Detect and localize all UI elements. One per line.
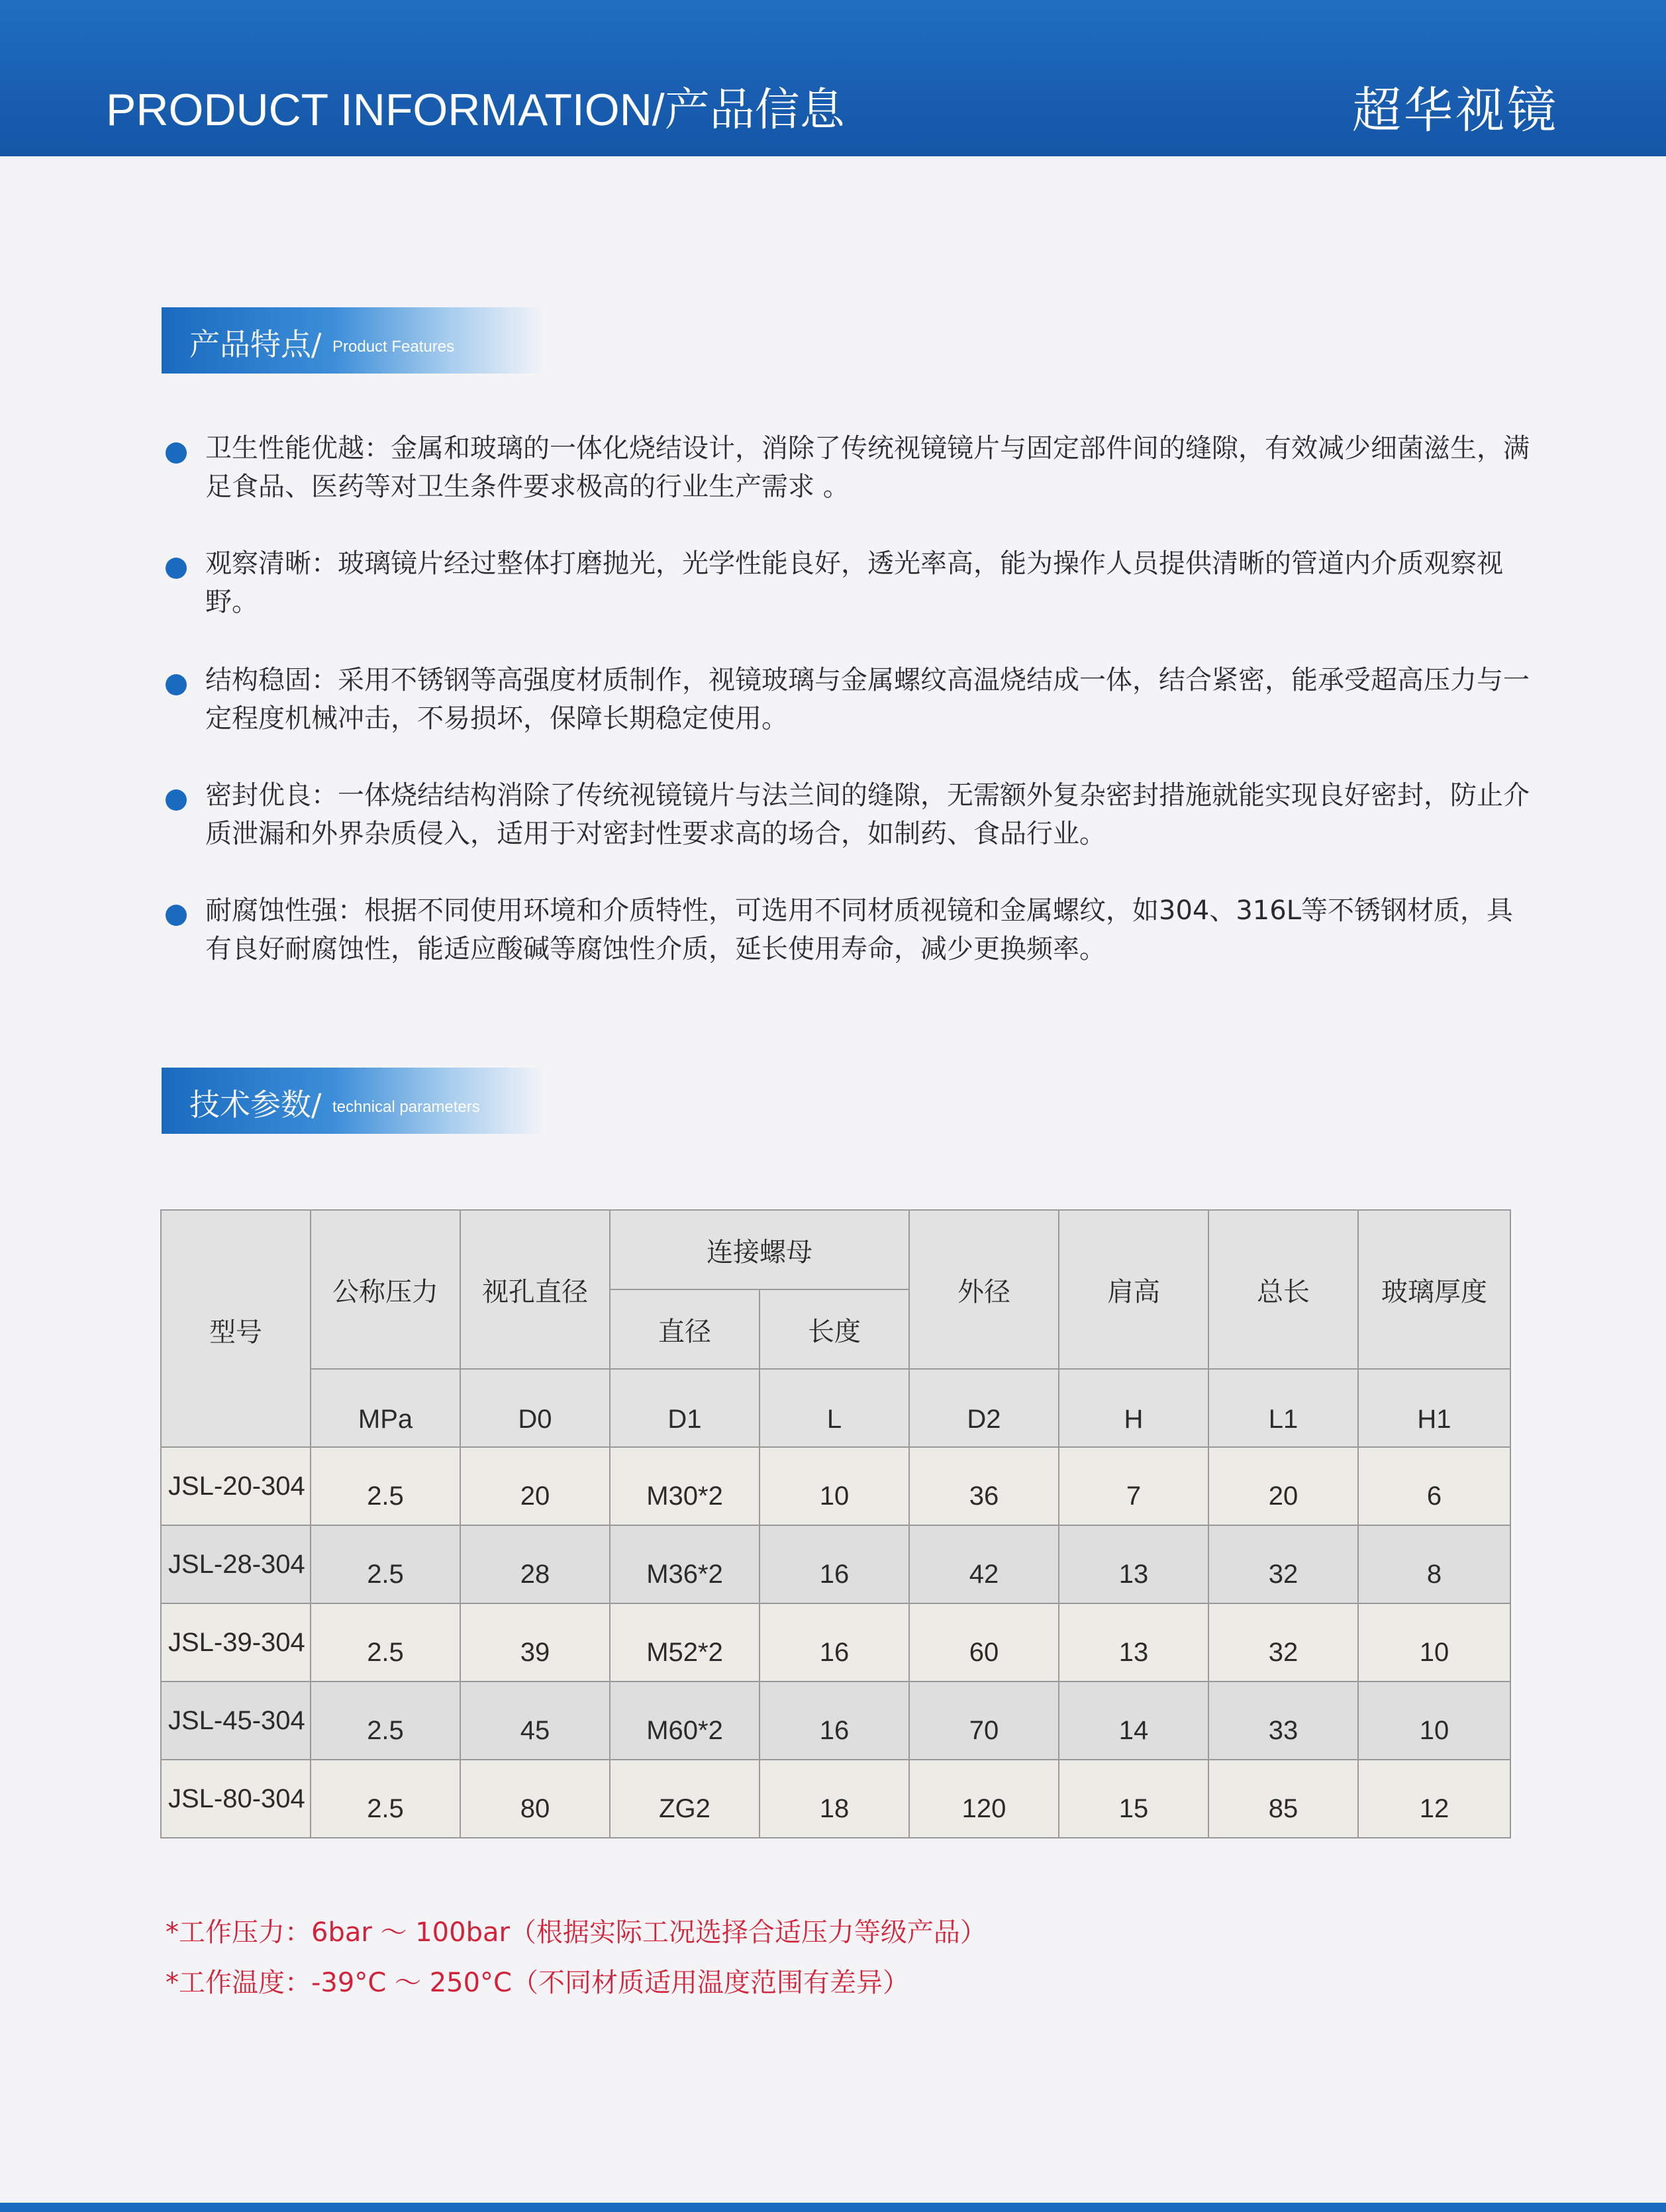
model-cell: JSL-45-304 [161, 1682, 311, 1760]
col-header-nut: 连接螺母 [610, 1210, 909, 1289]
col-header-nut-length: 长度 [760, 1289, 909, 1369]
feature-text: 耐腐蚀性强：根据不同使用环境和介质特性，可选用不同材质视镜和金属螺纹，如304、316L等不锈钢材质，具有良好耐腐蚀性，能适应酸碱等腐蚀性介质，延长使用寿命，减少更换频率。 [205, 895, 1513, 964]
table-row [161, 1447, 1510, 1525]
table-cell: 15 [1059, 1760, 1208, 1838]
unit-cell: D2 [909, 1369, 1059, 1447]
table-cell: 7 [1059, 1447, 1208, 1525]
table-cell: 8 [1358, 1525, 1510, 1603]
table-cell: 2.5 [311, 1682, 460, 1760]
unit-cell: D0 [460, 1369, 610, 1447]
table-cell: 70 [909, 1682, 1059, 1760]
feature-text: 结构稳固：采用不锈钢等高强度材质制作，视镜玻璃与金属螺纹高温烧结成一体，结合紧密，能承受超高压力与一定程度机械冲击，不易损坏，保障长期稳定使用。 [205, 665, 1530, 734]
table-cell: 33 [1208, 1682, 1358, 1760]
model-cell: JSL-80-304 [161, 1760, 311, 1838]
table-cell: 2.5 [311, 1603, 460, 1682]
table-cell: M36*2 [610, 1525, 760, 1603]
feature-text: 卫生性能优越：金属和玻璃的一体化烧结设计，消除了传统视镜镜片与固定部件间的缝隙，有效减少细菌滋生，满足食品、医药等对卫生条件要求极高的行业生产需求 。 [205, 433, 1530, 502]
model-cell: JSL-20-304 [161, 1447, 311, 1525]
table-cell: 60 [909, 1603, 1059, 1682]
params-title-zh: 技术参数/ [189, 1087, 322, 1123]
note-pressure: *工作压力：6bar ～ 100bar（根据实际工况选择合适压力等级产品） [166, 1917, 987, 1948]
unit-cell: D1 [610, 1369, 760, 1447]
features-title-en: Product Features [332, 338, 455, 356]
table-cell: 2.5 [311, 1525, 460, 1603]
bullet-icon [166, 674, 187, 695]
table-cell: 120 [909, 1760, 1059, 1838]
table-cell: ZG2 [610, 1760, 760, 1838]
model-cell: JSL-39-304 [161, 1603, 311, 1682]
col-header-glass-thickness: 玻璃厚度 [1358, 1210, 1510, 1369]
bullet-icon [166, 442, 187, 464]
unit-cell: L1 [1208, 1369, 1358, 1447]
footer-bar [0, 2203, 1666, 2212]
bullet-icon [166, 905, 187, 926]
table-cell: M30*2 [610, 1447, 760, 1525]
table-cell: 32 [1208, 1525, 1358, 1603]
table-cell: 20 [1208, 1447, 1358, 1525]
col-header-shoulder-height: 肩高 [1059, 1210, 1208, 1369]
table-cell: 80 [460, 1760, 610, 1838]
table-cell: 39 [460, 1603, 610, 1682]
table-cell: 28 [460, 1525, 610, 1603]
page-header [0, 0, 1666, 156]
header-title: PRODUCT INFORMATION/产品信息 [106, 85, 845, 135]
col-header-outer-diameter: 外径 [909, 1210, 1059, 1369]
notes [166, 1907, 987, 2008]
unit-cell: MPa [311, 1369, 460, 1447]
table-cell: M52*2 [610, 1603, 760, 1682]
col-header-total-length: 总长 [1208, 1210, 1358, 1369]
feature-text: 观察清晰：玻璃镜片经过整体打磨抛光，光学性能良好，透光率高，能为操作人员提供清晰的管道内介质观察视野。 [205, 548, 1503, 617]
table-cell: 36 [909, 1447, 1059, 1525]
unit-cell: L [760, 1369, 909, 1447]
table-cell: 16 [760, 1525, 909, 1603]
table-row [161, 1525, 1510, 1603]
table-cell: 18 [760, 1760, 909, 1838]
parameters-table [160, 1209, 1511, 1838]
table-row [161, 1682, 1510, 1760]
note-temperature: *工作温度：-39°C ～ 250°C（不同材质适用温度范围有差异） [166, 1968, 909, 1998]
params-section-title [162, 1068, 546, 1134]
feature-text: 密封优良：一体烧结结构消除了传统视镜镜片与法兰间的缝隙，无需额外复杂密封措施就能实现良好密封，防止介质泄漏和外界杂质侵入，适用于对密封性要求高的场合，如制药、食品行业。 [205, 780, 1530, 849]
bullet-icon [166, 789, 187, 811]
features-title-zh: 产品特点/ [189, 327, 322, 362]
table-cell: 16 [760, 1603, 909, 1682]
table-cell: 10 [1358, 1682, 1510, 1760]
unit-cell: H1 [1358, 1369, 1510, 1447]
table-cell: 12 [1358, 1760, 1510, 1838]
model-header-label: 型号 [209, 1317, 262, 1348]
table-cell: 20 [460, 1447, 610, 1525]
table-cell: 13 [1059, 1525, 1208, 1603]
table-cell: 85 [1208, 1760, 1358, 1838]
table-cell: 13 [1059, 1603, 1208, 1682]
table-cell: M60*2 [610, 1682, 760, 1760]
col-header-nut-diameter: 直径 [610, 1289, 760, 1369]
table-cell: 42 [909, 1525, 1059, 1603]
table-cell: 45 [460, 1682, 610, 1760]
brand-name: 超华视镜 [1352, 82, 1559, 139]
col-header-pressure: 公称压力 [311, 1210, 460, 1369]
col-header-model [161, 1210, 311, 1447]
table-row [161, 1603, 1510, 1682]
table-cell: 10 [1358, 1603, 1510, 1682]
table-cell: 16 [760, 1682, 909, 1760]
table-cell: 10 [760, 1447, 909, 1525]
unit-cell: H [1059, 1369, 1208, 1447]
table-cell: 14 [1059, 1682, 1208, 1760]
table-cell: 32 [1208, 1603, 1358, 1682]
col-header-hole-diameter: 视孔直径 [460, 1210, 610, 1369]
model-cell: JSL-28-304 [161, 1525, 311, 1603]
table-row [161, 1760, 1510, 1838]
features-section-title [162, 307, 546, 374]
table-cell: 2.5 [311, 1760, 460, 1838]
table-cell: 6 [1358, 1447, 1510, 1525]
bullet-icon [166, 558, 187, 579]
table-cell: 2.5 [311, 1447, 460, 1525]
params-title-en: technical parameters [332, 1098, 480, 1116]
